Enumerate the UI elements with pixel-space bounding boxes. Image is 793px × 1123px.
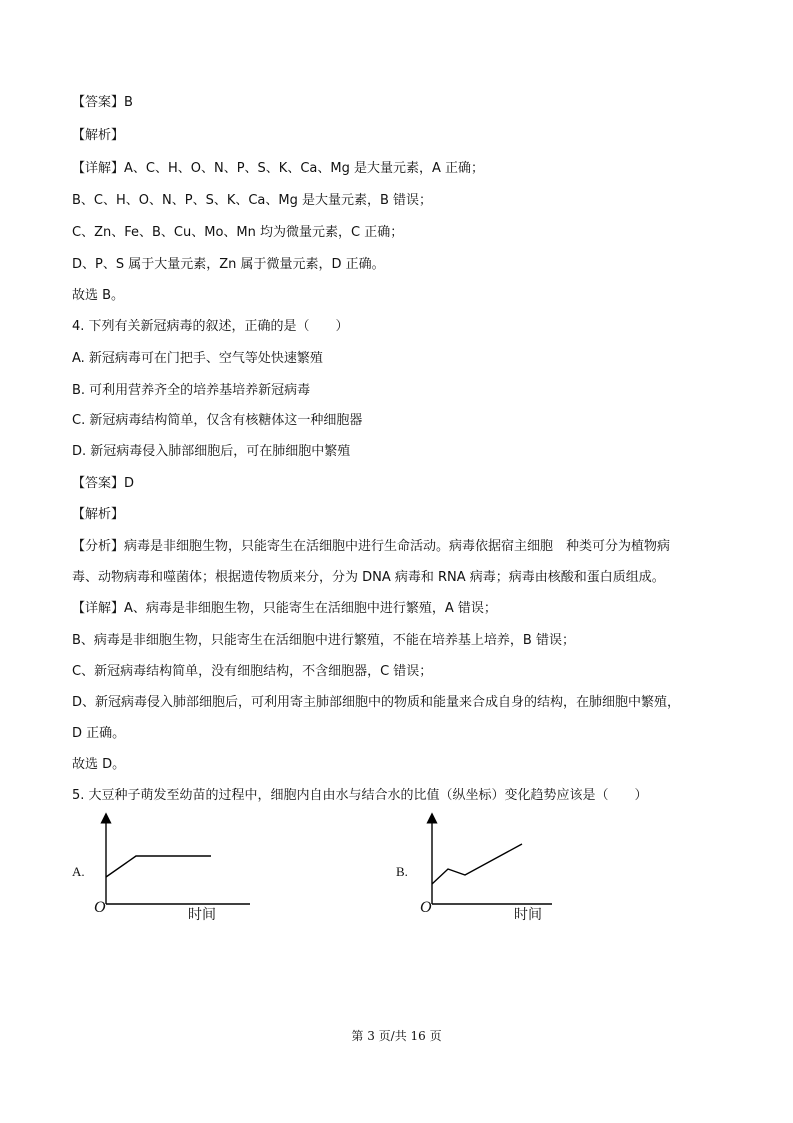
q5-graph-a — [90, 812, 260, 927]
q5-graph-b-label: B. — [396, 864, 408, 879]
q5-graph-b-origin: O — [420, 899, 432, 916]
q3-line-c: C、Zn、Fe、B、Cu、Mo、Mn 均为微量元素，C 正确； — [72, 225, 404, 240]
q3-analysis-heading: 【解析】 — [72, 128, 125, 143]
q3-line-d: D、P、S 属于大量元素，Zn 属于微量元素，D 正确。 — [72, 257, 385, 272]
q4-option-d: D. 新冠病毒侵入肺部细胞后，可在肺细胞中繁殖 — [72, 444, 351, 459]
q3-line-b: B、C、H、O、N、P、S、K、Ca、Mg 是大量元素，B 错误； — [72, 193, 433, 208]
q4-option-c: C. 新冠病毒结构简单，仅含有核糖体这一种细胞器 — [72, 413, 363, 428]
page-footer: 第 3 页/共 16 页 — [351, 1029, 442, 1043]
q3-answer: 【答案】B — [72, 95, 133, 110]
q4-analysis-line-1: 【分析】病毒是非细胞生物，只能寄生在活细胞中进行生命活动。病毒依据宿主细胞 种类可分为植物病 — [72, 539, 671, 554]
q4-option-b: B. 可利用营养齐全的培养基培养新冠病毒 — [72, 383, 311, 398]
q4-stem: 4. 下列有关新冠病毒的叙述，正确的是（ ） — [72, 319, 349, 334]
q4-answer: 【答案】D — [72, 476, 135, 491]
q4-analysis-line-2: 毒、动物病毒和噬菌体；根据遗传物质来分，分为 DNA 病毒和 RNA 病毒；病毒由核酸和蛋白质组成。 — [72, 570, 665, 585]
q5-stem: 5. 大豆种子萌发至幼苗的过程中，细胞内自由水与结合水的比值（纵坐标）变化趋势应该是（ ） — [72, 788, 648, 803]
q4-line-b: B、病毒是非细胞生物，只能寄生在活细胞中进行繁殖，不能在培养基上培养，B 错误； — [72, 633, 575, 648]
q4-line-c: C、新冠病毒结构简单，没有细胞结构，不含细胞器，C 错误； — [72, 664, 433, 679]
q5-graph-a-label: A. — [72, 864, 85, 879]
q5-graph-a-origin: O — [94, 899, 106, 916]
q3-conclusion: 故选 B。 — [72, 288, 125, 303]
q4-line-d-2: D 正确。 — [72, 726, 126, 741]
q5-graph-b-xlabel: 时间 — [514, 907, 542, 923]
trend-line — [432, 844, 522, 884]
q5-graph-a-xlabel: 时间 — [188, 907, 216, 923]
q4-option-a: A. 新冠病毒可在门把手、空气等处快速繁殖 — [72, 351, 323, 366]
q4-analysis-heading: 【解析】 — [72, 507, 125, 522]
q4-line-d-1: D、新冠病毒侵入肺部细胞后，可利用寄主肺部细胞中的物质和能量来合成自身的结构，在肺细胞中繁殖， — [72, 695, 681, 710]
q4-conclusion: 故选 D。 — [72, 757, 126, 772]
trend-line — [106, 856, 211, 877]
q3-detail: 【详解】A、C、H、O、N、P、S、K、Ca、Mg 是大量元素，A 正确； — [72, 161, 484, 176]
q4-detail: 【详解】A、病毒是非细胞生物，只能寄生在活细胞中进行繁殖，A 错误； — [72, 601, 497, 616]
